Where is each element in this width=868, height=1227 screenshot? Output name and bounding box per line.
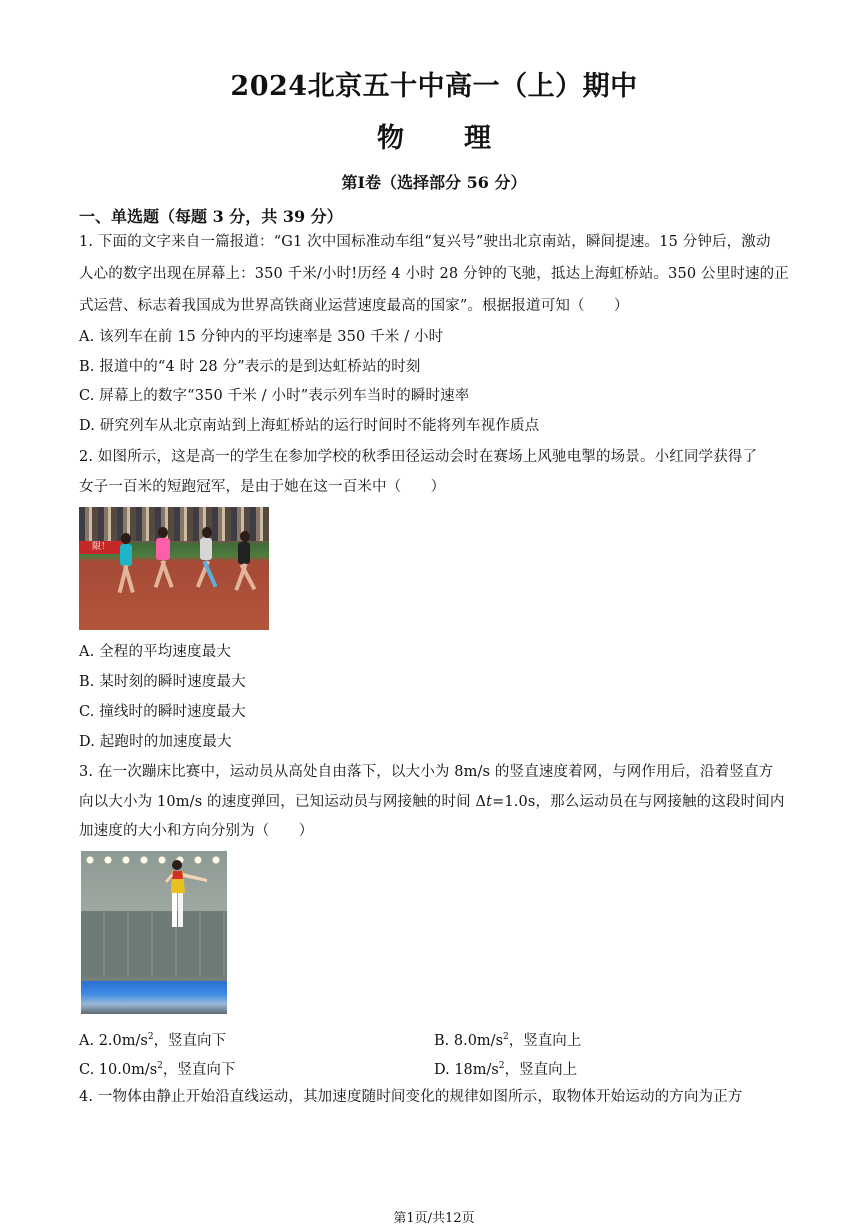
subject-title (0, 116, 868, 155)
subject-char-2: 理 (464, 123, 491, 154)
squared-sup: 2 (157, 1061, 163, 1072)
q3-option-d (434, 1058, 577, 1079)
exam-title: 2024北京五十中高一（上）期中 (230, 71, 638, 102)
q1-option-a: A. 该列车在前 15 分钟内的平均速率是 350 千米 / 小时 (79, 329, 444, 345)
q2-line-2: 女子一百米的短跑冠军，是由于她在这一百米中（ ） (79, 479, 446, 495)
trampoline-athlete-figure (163, 859, 213, 931)
q1-option-d: D. 研究列车从北京南站到上海虹桥站的运行时间时不能将列车视作质点 (79, 418, 540, 434)
q3-option-b (434, 1029, 581, 1050)
q2-option-a: A. 全程的平均速度最大 (79, 644, 231, 660)
sprint-race-photo (79, 507, 269, 630)
part-heading: 第Ⅰ卷（选择部分 56 分） (341, 173, 527, 192)
trampoline-bed (81, 981, 227, 1014)
q1-line-2: 人心的数字出现在屏幕上：350 千米/小时!历经 4 小时 28 分钟的飞驰，抵达上海虹桥站。350 公里时速的正 (79, 266, 789, 282)
squared-sup: 2 (503, 1032, 509, 1043)
q3-option-a-value: A. 2.0m/s (79, 1033, 148, 1049)
q3-line-2-a: 向以大小为 10m/s 的速度弹回，已知运动员与网接触的时间 Δ (79, 794, 487, 810)
trampoline-photo (81, 851, 227, 1014)
q4-line-1: 4. 一物体由静止开始沿直线运动，其加速度随时间变化的规律如图所示，取物体开始运动的方向为正方 (79, 1089, 743, 1105)
q3-option-c-value: C. 10.0m/s (79, 1062, 158, 1078)
q3-option-a (79, 1029, 226, 1050)
section-heading: 一、单选题（每题 3 分，共 39 分） (79, 207, 343, 226)
q3-line-2 (79, 792, 791, 812)
q3-option-d-direction: ，竖直向上 (504, 1062, 578, 1078)
q3-option-a-direction: ，竖直向下 (153, 1033, 227, 1049)
q2-option-b: B. 某时刻的瞬时速度最大 (79, 674, 246, 690)
q1-line-1: 1. 下面的文字来自一篇报道：“G1 次中国标准动车组“复兴号”驶出北京南站，瞬间提速。15 分钟后，激动 (79, 234, 771, 250)
subject-char-1: 物 (377, 123, 404, 154)
page-footer: 第1页/共12页 (393, 1211, 475, 1226)
q1-option-b: B. 报道中的“4 时 28 分”表示的是到达虹桥站的时刻 (79, 359, 421, 375)
q1-option-c: C. 屏幕上的数字“350 千米 / 小时”表示列车当时的瞬时速率 (79, 388, 470, 404)
q3-line-2-b: =1.0s，那么运动员在与网接触的这段时间内 (492, 794, 785, 810)
q3-option-d-value: D. 18m/s (434, 1062, 499, 1078)
q3-option-c-direction: ，竖直向下 (162, 1062, 236, 1078)
q3-time-symbol: t (486, 794, 493, 810)
squared-sup: 2 (147, 1032, 154, 1043)
track-banner: 限！ (79, 541, 123, 554)
q1-line-3: 式运营、标志着我国成为世界高铁商业运营速度最高的国家”。根据报道可知（ ） (79, 298, 629, 314)
q3-line-3: 加速度的大小和方向分别为（ ） (79, 823, 314, 839)
q3-option-b-value: B. 8.0m/s (434, 1033, 504, 1049)
q2-option-c: C. 撞线时的瞬时速度最大 (79, 704, 246, 720)
q3-option-b-direction: ，竖直向上 (508, 1033, 582, 1049)
squared-sup: 2 (498, 1061, 505, 1072)
q3-option-c (79, 1058, 235, 1079)
q2-line-1: 2. 如图所示，这是高一的学生在参加学校的秋季田径运动会时在赛场上风驰电掣的场景。小红同学获得了 (79, 449, 758, 465)
q3-line-1: 3. 在一次蹦床比赛中，运动员从高处自由落下，以大小为 8m/s 的竖直速度着网，与网作用后，沿着竖直方 (79, 764, 774, 780)
q2-option-d: D. 起跑时的加速度最大 (79, 734, 232, 750)
